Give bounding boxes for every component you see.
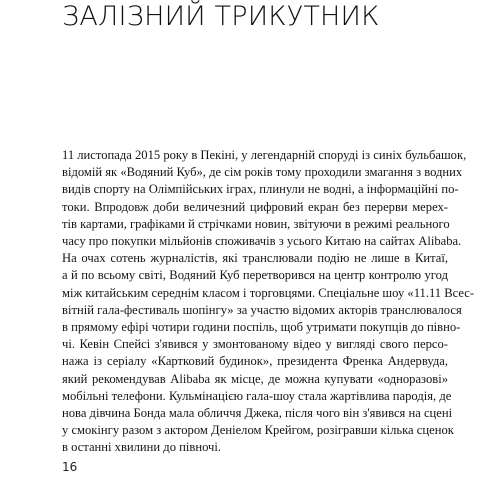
text-line-8: а й по всьому світі, Водяний Куб перетворився на центр контролю угод bbox=[62, 268, 448, 283]
text-line-10: вітній гала-фестиваль шопінгу» за участю відомих акторів транслювалося bbox=[62, 302, 462, 317]
text-line-17: у смокінгу разом з актором Деніелом Крейгом, розігравши кілька сценок bbox=[62, 423, 454, 438]
text-line-11: в прямому ефірі чотири години поспіль, щоб утримати покупців до півно- bbox=[62, 320, 461, 335]
text-line-1: 11 листопада 2015 року в Пекіні, у легендарній споруді із синіх бульбашок, bbox=[62, 148, 467, 162]
text-line-5: тів картами, графіками й стрічками новин, звітуючи в режимі реального bbox=[62, 216, 450, 231]
text-line-12: чі. Кевін Спейсі з'явився у змонтованому відео у вигляді свого персо- bbox=[62, 337, 448, 352]
text-line-9: між китайським середнім класом і торговцями. Спеціальне шоу «11.11 Всес- bbox=[62, 285, 475, 300]
text-line-16: нова дівчина Бонда мала обличчя Джека, після чого він з'явився на сцені bbox=[62, 406, 453, 421]
text-line-14: який рекомендував Alibaba як місце, де можна купувати «одноразові» bbox=[62, 371, 448, 386]
text-line-18: в останні хвилини до півночі. bbox=[62, 440, 222, 455]
text-line-2: відомій як «Водяний Куб», де сім років тому проходили змагання з водних bbox=[62, 165, 463, 180]
page-number: 16 bbox=[62, 460, 78, 474]
text-line-3: видів спорту на Олімпійських іграх, плинули не водні, а інформаційні по- bbox=[62, 182, 459, 197]
text-line-6: часу про покупки мільйонів споживачів з усього Китаю на сайтах Alibaba. bbox=[62, 234, 462, 249]
text-line-13: нажа із серіалу «Картковий будинок», президента Френка Андервуда, bbox=[62, 354, 448, 369]
chapter-title: ЗАЛІЗНИЙ ТРИКУТНИК bbox=[62, 1, 380, 32]
text-line-15: мобільні телефони. Кульмінацією гала-шоу стала жартівлива пародія, де bbox=[62, 388, 452, 403]
body-text bbox=[62, 147, 475, 457]
text-line-4: токи. Впродовж доби величезний цифровий екран без перерви мерех- bbox=[62, 199, 448, 214]
text-line-7: На очах сотень журналістів, які транслювали подію не лише в Китаї, bbox=[62, 251, 448, 266]
